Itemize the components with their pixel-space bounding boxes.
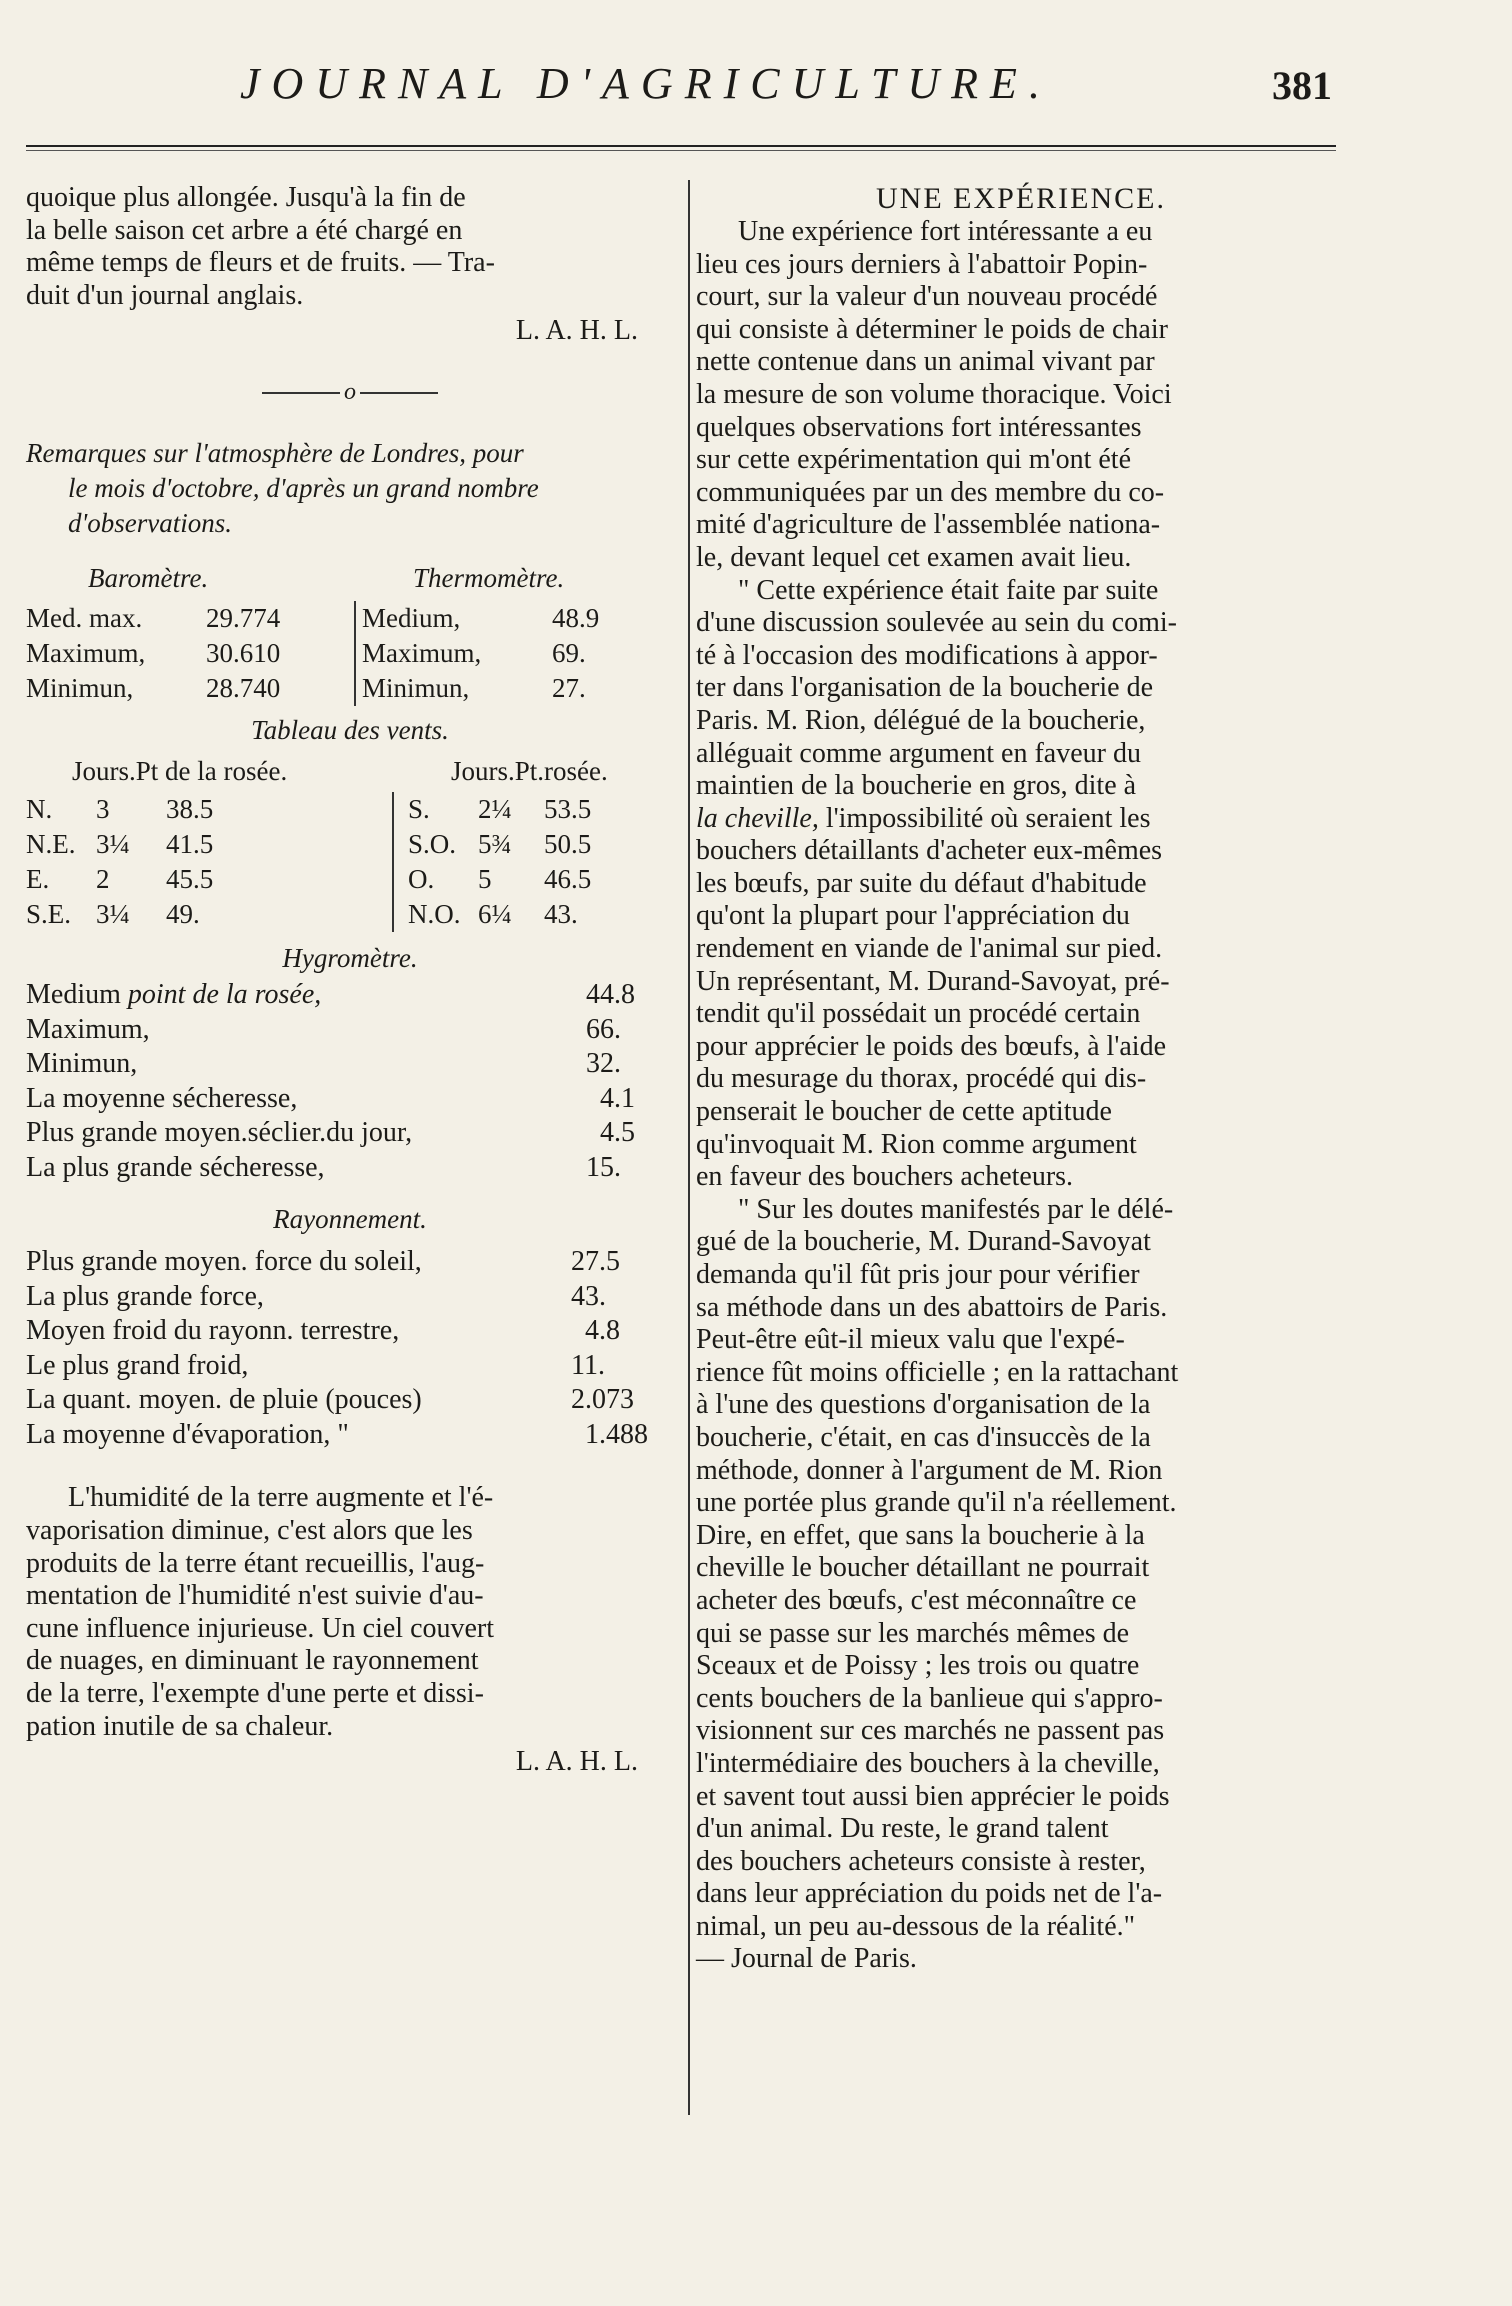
table-row <box>26 1314 676 1349</box>
text-line: la mesure de son volume thoracique. Voici <box>696 378 1172 410</box>
rayon-label: La quant. moyen. de pluie (pouces) <box>26 1384 422 1416</box>
article-paragraph-1 <box>696 216 1346 575</box>
text-line: communiquées par un des membre du co- <box>696 476 1165 508</box>
hygro-value: 4.5 <box>600 1117 635 1149</box>
table-row <box>26 1383 676 1418</box>
rayon-value: 11. <box>571 1349 605 1381</box>
hygro-value: 32. <box>586 1048 621 1080</box>
hygro-label-italic: point de la rosée, <box>127 979 322 1011</box>
running-title: JOURNAL D'AGRICULTURE. <box>240 59 1052 108</box>
vent-rosee: 53.5 <box>544 794 592 825</box>
text-line: cheville le boucher détaillant ne pourrait <box>696 1552 1150 1584</box>
separator-line <box>360 392 438 394</box>
table-row <box>26 862 666 897</box>
text-line: qu'invoquait M. Rion comme argument <box>696 1128 1137 1160</box>
table-row <box>26 1349 676 1384</box>
rayon-value: 2.073 <box>571 1384 634 1416</box>
column-divider <box>688 180 690 2115</box>
text-line: les bœufs, par suite du défaut d'habitude <box>696 867 1147 899</box>
text-line: la belle saison cet arbre a été chargé en <box>26 214 463 246</box>
separator-line <box>262 392 340 394</box>
rayon-value: 43. <box>571 1280 606 1312</box>
article-title: UNE EXPÉRIENCE. <box>876 182 1166 215</box>
heading-line: le mois d'octobre, d'après un grand nombre <box>68 473 539 504</box>
text-line: tendit qu'il possédait un procédé certain <box>696 998 1141 1030</box>
text-line: gué de la boucherie, M. Durand-Savoyat <box>696 1226 1151 1258</box>
text-line: demanda qu'il fût pris jour pour vérifier <box>696 1259 1140 1290</box>
intro-paragraph <box>26 182 674 312</box>
vents-table <box>26 750 666 932</box>
thermo-label: Maximum, <box>355 636 552 671</box>
vent-direction: S. <box>393 792 478 827</box>
vent-direction: S.O. <box>393 827 478 862</box>
text-line: té à l'occasion des modifications à appor- <box>696 639 1158 671</box>
text-line: court, sur la valeur d'un nouveau procédé <box>696 281 1158 313</box>
text-line: qui se passe sur les marchés mêmes de <box>696 1617 1130 1649</box>
vent-rosee: 43. <box>544 899 578 930</box>
vents-header-left: Jours.Pt de la rosée. <box>72 756 288 787</box>
table-row <box>26 1280 676 1315</box>
text-line: à l'une des questions d'organisation de la <box>696 1389 1151 1421</box>
vent-rosee: 50.5 <box>544 829 592 860</box>
text-line: l'intermédiaire des bouchers à la cheville, <box>696 1747 1160 1779</box>
page-number: 381 <box>1272 63 1332 108</box>
text-line: alléguait comme argument en faveur du <box>696 737 1141 769</box>
hygro-value: 4.1 <box>600 1082 635 1114</box>
rayon-label: Moyen froid du rayonn. terrestre, <box>26 1315 400 1347</box>
text-line: de nuages, en diminuant le rayonnement <box>26 1645 479 1677</box>
text-line: vaporisation diminue, c'est alors que les <box>26 1514 473 1546</box>
text-fragment: l'impossibilité où seraient les <box>818 802 1151 834</box>
text-line: cune influence injurieuse. Un ciel couvert <box>26 1612 495 1644</box>
baro-label: Med. max. <box>26 603 143 634</box>
text-line: Une expérience fort intéressante a eu <box>738 216 1153 247</box>
text-line: " Cette expérience était faite par suite <box>738 574 1159 606</box>
hygrometre-title: Hygromètre. <box>282 943 418 974</box>
separator-mark: o <box>344 379 356 406</box>
text-line: d'un animal. Du reste, le grand talent <box>696 1813 1109 1845</box>
hygro-value: 15. <box>586 1151 621 1183</box>
hygro-label: Minimun, <box>26 1048 138 1080</box>
text-line: penserait le boucher de cette aptitude <box>696 1096 1112 1128</box>
table-row <box>26 1047 666 1082</box>
text-line: méthode, donner à l'argument de M. Rion <box>696 1454 1163 1486</box>
table-row <box>26 1245 676 1280</box>
text-line: quelques observations fort intéressantes <box>696 411 1142 443</box>
vents-title: Tableau des vents. <box>251 715 449 746</box>
text-line <box>696 803 1346 836</box>
section-heading <box>26 436 674 541</box>
thermo-value: 69. <box>552 638 586 669</box>
vent-rosee: 46.5 <box>544 864 592 895</box>
table-header-row <box>26 555 644 601</box>
rayon-label: La moyenne d'évaporation, " <box>26 1418 349 1450</box>
barometre-table <box>26 555 644 706</box>
thermo-value: 48.9 <box>552 603 600 634</box>
text-line: nette contenue dans un animal vivant par <box>696 346 1155 378</box>
text-line: même temps de fleurs et de fruits. — Tra- <box>26 247 495 279</box>
table-row <box>26 978 666 1013</box>
vent-days: 3¼ <box>96 829 130 860</box>
rayonnement-title: Rayonnement. <box>273 1204 427 1235</box>
rayon-label: Plus grande moyen. force du soleil, <box>26 1246 422 1278</box>
hygro-label-plain: Medium <box>26 979 128 1011</box>
hygrometre-table <box>26 978 666 1185</box>
text-line: rience fût moins officielle ; en la rattachant <box>696 1356 1179 1388</box>
closing-paragraph <box>26 1482 674 1743</box>
text-line: cents bouchers de la banlieue qui s'appro- <box>696 1682 1163 1714</box>
baro-value: 29.774 <box>206 603 281 634</box>
thermo-value: 27. <box>552 673 586 704</box>
text-line: Dire, en effet, que sans la boucherie à la <box>696 1519 1145 1551</box>
text-line: Paris. M. Rion, délégué de la boucherie, <box>696 704 1146 736</box>
closing-signature: L. A. H. L. <box>515 1746 638 1778</box>
section-separator <box>26 379 674 406</box>
vent-rosee: 45.5 <box>166 864 214 895</box>
text-line: et savent tout aussi bien apprécier le poids <box>696 1780 1170 1812</box>
article-paragraph-2 <box>696 575 1346 1194</box>
table-row <box>26 792 666 827</box>
left-column <box>26 182 674 1778</box>
hygro-value: 66. <box>586 1013 621 1045</box>
vents-header-right: Jours.Pt.rosée. <box>451 755 608 786</box>
hygro-label: Plus grande moyen.séclier.du jour, <box>26 1117 413 1149</box>
rayon-label: Le plus grand froid, <box>26 1349 249 1381</box>
rayon-value: 1.488 <box>585 1418 648 1450</box>
vent-direction: N. <box>26 794 53 825</box>
text-line: mentation de l'humidité n'est suivie d'au- <box>26 1580 484 1612</box>
text-line: des bouchers acheteurs consiste à rester, <box>696 1845 1146 1877</box>
vent-rosee: 41.5 <box>166 829 214 860</box>
article-paragraph-3 <box>696 1194 1346 1976</box>
text-line: " Sur les doutes manifestés par le délé- <box>738 1193 1174 1225</box>
text-line: sa méthode dans un des abattoirs de Paris. <box>696 1291 1168 1323</box>
baro-label: Minimun, <box>26 673 134 704</box>
vent-rosee: 49. <box>166 899 200 930</box>
text-line: en faveur des bouchers acheteurs. <box>696 1161 1074 1193</box>
text-line: dans leur appréciation du poids net de l'a- <box>696 1878 1163 1910</box>
rayon-value: 27.5 <box>571 1246 620 1278</box>
hygro-label: La plus grande sécheresse, <box>26 1151 325 1183</box>
vent-days: 6¼ <box>478 899 512 930</box>
vent-days: 3 <box>96 794 110 825</box>
hygro-label: Maximum, <box>26 1013 150 1045</box>
table-row <box>26 1082 666 1117</box>
rayon-value: 4.8 <box>585 1315 620 1347</box>
text-line: nimal, un peu au-dessous de la réalité." <box>696 1910 1136 1942</box>
text-line: maintien de la boucherie en gros, dite à <box>696 770 1137 802</box>
text-line: une portée plus grande qu'il n'a réellement. <box>696 1487 1177 1519</box>
table-header-row <box>26 750 666 792</box>
heading-line: d'observations. <box>68 508 233 539</box>
table-row <box>26 1151 666 1186</box>
text-line: bouchers détaillants d'acheter eux-mêmes <box>696 835 1163 867</box>
vent-rosee: 38.5 <box>166 794 214 825</box>
table-row <box>26 601 644 636</box>
baro-value: 28.740 <box>206 673 281 704</box>
vent-direction: N.O. <box>393 897 478 932</box>
header-rule <box>26 145 1336 151</box>
text-line: ter dans l'organisation de la boucherie de <box>696 672 1154 704</box>
text-line: le, devant lequel cet examen avait lieu. <box>696 541 1132 573</box>
text-line: qu'ont la plupart pour l'appréciation du <box>696 900 1130 932</box>
hygro-label: La moyenne sécheresse, <box>26 1082 298 1114</box>
barometre-label: Baromètre. <box>88 563 209 594</box>
text-line: Un représentant, M. Durand-Savoyat, pré- <box>696 965 1170 997</box>
text-line: mité d'agriculture de l'assemblée nationa- <box>696 509 1161 541</box>
hygro-value: 44.8 <box>586 979 635 1011</box>
text-line: pation inutile de sa chaleur. <box>26 1710 334 1742</box>
text-line: lieu ces jours derniers à l'abattoir Popin- <box>696 248 1148 280</box>
baro-label: Maximum, <box>26 638 146 669</box>
text-line: acheter des bœufs, c'est méconnaître ce <box>696 1584 1137 1616</box>
text-line: sur cette expérimentation qui m'ont été <box>696 444 1132 476</box>
vent-direction: N.E. <box>26 829 76 860</box>
vent-days: 5¾ <box>478 829 512 860</box>
text-line: qui consiste à déterminer le poids de chair <box>696 313 1168 345</box>
right-column <box>696 182 1346 1976</box>
text-line: quoique plus allongée. Jusqu'à la fin de <box>26 182 466 213</box>
text-line: de la terre, l'exempte d'une perte et dissi- <box>26 1677 484 1709</box>
thermo-label: Minimun, <box>355 671 552 706</box>
table-row <box>26 1013 666 1048</box>
text-line: L'humidité de la terre augmente et l'é- <box>68 1482 494 1514</box>
thermo-label: Medium, <box>355 601 552 636</box>
intro-signature: L. A. H. L. <box>515 315 638 347</box>
hygro-label <box>26 978 586 1013</box>
heading-line: Remarques sur l'atmosphère de Londres, pour <box>26 438 524 469</box>
text-line: boucherie, c'était, en cas d'insuccès de la <box>696 1421 1151 1453</box>
vent-direction: E. <box>26 864 50 895</box>
baro-value: 30.610 <box>206 638 281 669</box>
vent-direction: O. <box>393 862 478 897</box>
vent-days: 3¼ <box>96 899 130 930</box>
vent-days: 5 <box>478 864 492 895</box>
table-row <box>26 636 644 671</box>
thermometre-label: Thermomètre. <box>413 562 565 593</box>
text-line: visionnent sur ces marchés ne passent pas <box>696 1715 1165 1747</box>
table-row <box>26 827 666 862</box>
text-line: Sceaux et de Poissy ; les trois ou quatre <box>696 1650 1140 1682</box>
text-line: Peut-être eût-il mieux valu que l'expé- <box>696 1324 1125 1356</box>
italic-term: la cheville, <box>696 802 819 834</box>
text-line: duit d'un journal anglais. <box>26 279 304 311</box>
text-line: produits de la terre étant recueillis, l'aug- <box>26 1547 485 1579</box>
rayon-label: La plus grande force, <box>26 1280 264 1312</box>
text-line: d'une discussion soulevée au sein du comi- <box>696 607 1177 639</box>
text-line: pour apprécier le poids des bœufs, à l'aide <box>696 1030 1166 1062</box>
table-row <box>26 671 644 706</box>
text-line: rendement en viande de l'animal sur pied. <box>696 933 1163 965</box>
source-line: — Journal de Paris. <box>696 1943 917 1975</box>
vent-days: 2¼ <box>478 794 512 825</box>
rayonnement-table <box>26 1245 676 1452</box>
table-row <box>26 897 666 932</box>
vent-days: 2 <box>96 864 110 895</box>
table-row <box>26 1418 676 1453</box>
vent-direction: S.E. <box>26 899 72 930</box>
text-line: du mesurage du thorax, procédé qui dis- <box>696 1063 1147 1095</box>
table-row <box>26 1116 666 1151</box>
